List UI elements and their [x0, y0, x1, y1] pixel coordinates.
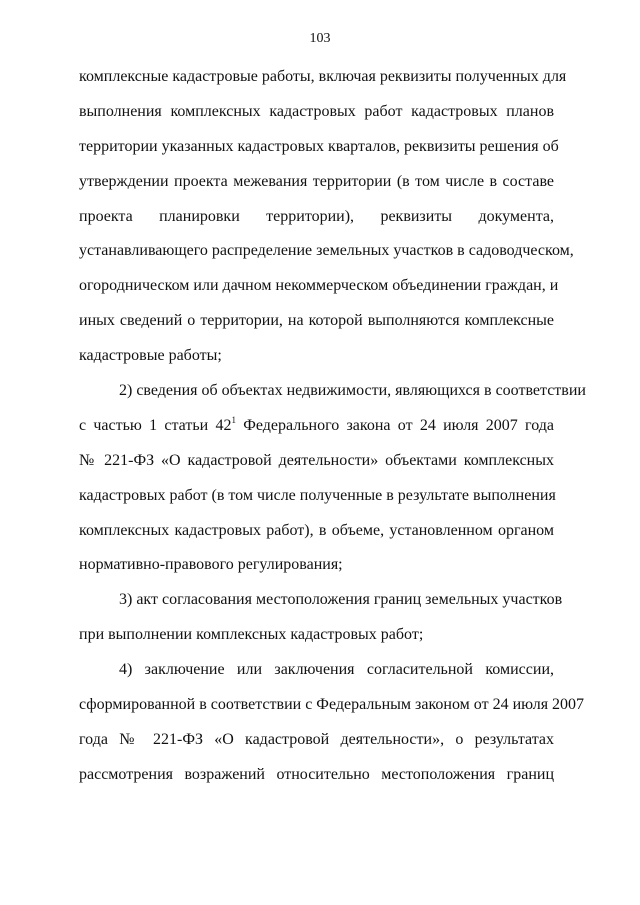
text-line: кадастровые работы;: [79, 347, 222, 365]
paragraph-2: [79, 374, 586, 583]
text-line: года № 221-ФЗ «О кадастровой деятельности», о результатах: [79, 730, 554, 748]
text-line: при выполнении комплексных кадастровых работ;: [79, 626, 424, 644]
page-number: 103: [309, 31, 331, 46]
text-line: [79, 409, 554, 444]
text-line: кадастровых работ (в том числе полученные в результате выполнения: [79, 486, 556, 504]
text-line: огородническом или дачном некоммерческом объединении граждан, и: [79, 277, 559, 295]
text-line: комплексные кадастровые работы, включая реквизиты полученных для: [79, 68, 567, 85]
text-line: выполнения комплексных кадастровых работ кадастровых планов: [79, 102, 554, 120]
text-line: проекта планировки территории), реквизиты документа,: [79, 207, 554, 225]
text-line: № 221-ФЗ «О кадастровой деятельности» объектами комплексных: [79, 451, 554, 469]
text-line: территории указанных кадастровых кварталов, реквизиты решения об: [79, 137, 559, 155]
superscript: 1: [231, 414, 236, 425]
text-line: 4) заключение или заключения согласительной комиссии,: [119, 661, 554, 679]
text-line: утверждении проекта межевания территории (в том числе в составе: [79, 172, 554, 190]
paragraph-1: [79, 60, 574, 374]
text-line: сформированной в соответствии с Федеральным законом от 24 июля 2007: [79, 696, 585, 714]
text-fragment: Федерального закона от 24 июля 2007 года: [235, 416, 555, 434]
text-fragment: с частью 1 статьи 42: [79, 416, 232, 434]
text-line: 2) сведения об объектах недвижимости, являющихся в соответствии: [119, 382, 586, 400]
text-line: иных сведений о территории, на которой выполняются комплексные: [79, 312, 554, 330]
document-body: [79, 60, 586, 793]
text-line: рассмотрения возражений относительно местоположения границ: [79, 765, 554, 783]
paragraph-4: [79, 653, 585, 793]
text-line: 3) акт согласования местоположения границ земельных участков: [119, 591, 563, 609]
text-line: устанавливающего распределение земельных участков в садоводческом,: [79, 242, 574, 260]
paragraph-3: [79, 583, 563, 653]
text-line: нормативно-правового регулирования;: [79, 556, 343, 574]
text-line: комплексных кадастровых работ), в объеме, установленном органом: [79, 521, 554, 539]
